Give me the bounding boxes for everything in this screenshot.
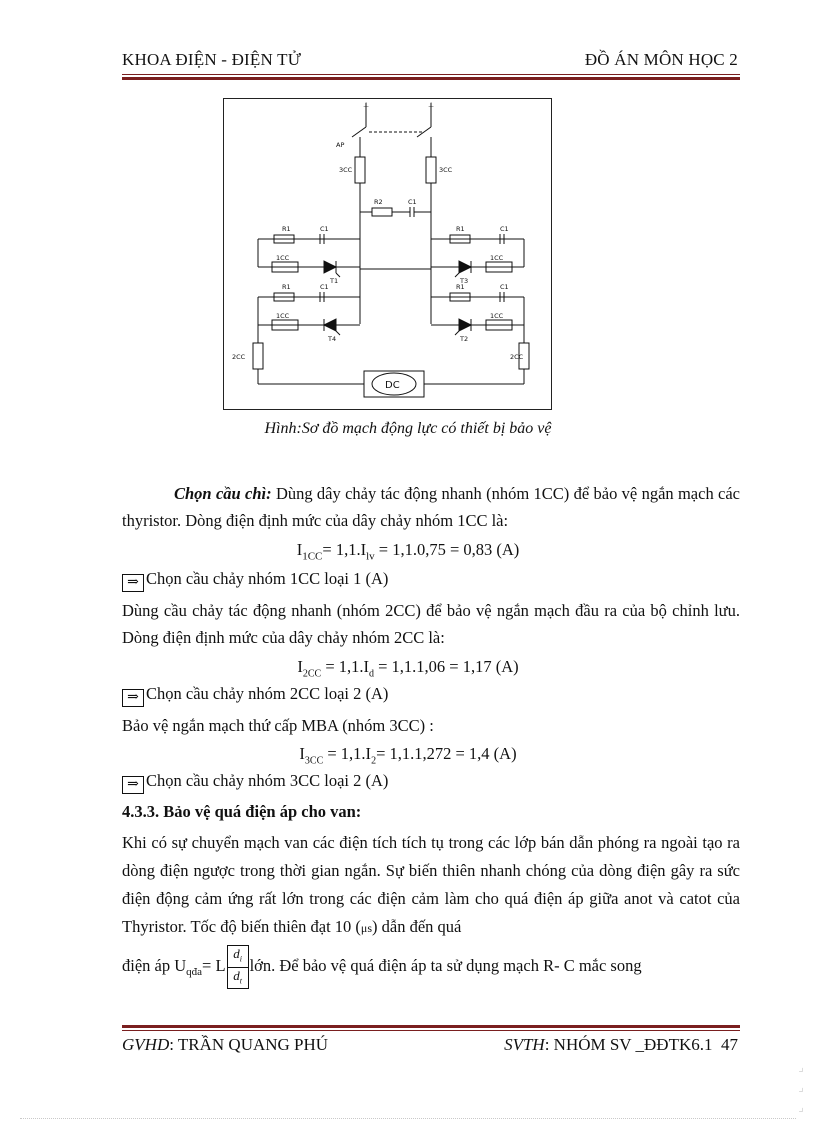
footer-students: SVTH: NHÓM SV _ĐĐTK6.1 47 xyxy=(504,1035,738,1054)
figure-caption: Hình:Sơ đồ mạch động lực có thiết bị bảo vệ xyxy=(264,420,552,437)
header-left-title: KHOA ĐIỆN - ĐIỆN TỬ xyxy=(122,50,302,69)
page-edge-dotted-line xyxy=(20,1118,796,1119)
label-r1-ul: R1 xyxy=(282,225,291,233)
label-r1-ur: R1 xyxy=(456,225,465,233)
header-rule-thick xyxy=(122,77,740,80)
header-right-title: ĐỒ ÁN MÔN HỌC 2 xyxy=(584,50,738,69)
label-c1-mid: C1 xyxy=(408,198,417,206)
supply-left-mark: ⊥ xyxy=(363,101,370,109)
thyristor-t4-body xyxy=(324,319,336,331)
label-t2: T2 xyxy=(460,335,469,343)
para1-text: Dùng dây chảy tác động nhanh (nhóm 1CC) để bảo vệ ngắn mạch các thyristor. Dòng điện định mức của dây chảy nhóm 1CC là: xyxy=(122,484,741,530)
label-t1: T1 xyxy=(330,277,339,285)
choice-3cc: ⇒ Chọn cầu chảy nhóm 3CC loại 2 (A) xyxy=(122,771,388,794)
corner-mark-2: ⌟ xyxy=(798,1080,804,1094)
thyristor-t1-body xyxy=(324,261,336,273)
ap-switch-left xyxy=(352,127,366,137)
supply-right-mark: ⊥ xyxy=(428,101,435,109)
label-t3: T3 xyxy=(460,277,469,285)
corner-mark-3: ⌟ xyxy=(798,1100,804,1114)
label-1cc-ll: 1CC xyxy=(276,312,290,320)
fuse-3cc-left xyxy=(355,157,365,183)
label-2cc-left: 2CC xyxy=(232,353,246,361)
corner-mark-1: ⌟ xyxy=(798,1060,804,1074)
thyristor-t2-body xyxy=(459,319,471,331)
label-r2: R2 xyxy=(374,198,383,206)
label-c1-ll: C1 xyxy=(320,283,329,291)
paragraph-3cc: Bảo vệ ngắn mạch thứ cấp MBA (nhóm 3CC) : xyxy=(122,716,434,735)
paragraph-overvoltage: Khi có sự chuyển mạch van các điện tích tích tụ trong các lớp bán dẫn phóng ra ngoài tạo ra dòng điện ngược trong thời gian ngắn. Sự biến thiên nhanh chóng của dòng điện gây ra sức điện động cảm ứng rất lớn trong các điện cảm làm cho quá điện áp giữa anot và catot của Thyristor. Tốc độ biến thiên đạt 10 (μs) dẫn đến quá xyxy=(122,833,740,936)
page-number: 47 xyxy=(721,1035,738,1054)
circuit-diagram xyxy=(224,99,551,409)
fraction-di-dt: $\frac{d_i}{d_t}$ xyxy=(227,945,249,989)
circuit-figure xyxy=(223,98,552,410)
paragraph-2cc: Dùng cầu chảy tác động nhanh (nhóm 2CC) để bảo vệ ngắn mạch đầu ra của bộ chỉnh lưu. Dòng điện định mức của dây chảy nhóm 2CC là: xyxy=(122,601,740,647)
equation-3cc: $I_{3CC} = 1,1.I_2= 1,1.1,272 = 1,4$ (A) xyxy=(299,744,517,767)
implies-arrow: ⇒ xyxy=(122,574,144,592)
label-1cc-lr: 1CC xyxy=(490,312,504,320)
equation-1cc: $I_{1CC}= 1,1.I_{lv} = 1,1.0,75 = 0,83$ (A) xyxy=(296,540,520,563)
label-ap: AP xyxy=(336,141,345,149)
choice-1cc: ⇒ Chọn cầu chảy nhóm 1CC loại 1 (A) xyxy=(122,569,388,592)
footer-rule-thin xyxy=(122,1030,740,1031)
header-rule-thin xyxy=(122,74,740,75)
label-r1-ll: R1 xyxy=(282,283,291,291)
fuse-3cc-right xyxy=(426,157,436,183)
label-dc: DC xyxy=(385,380,400,391)
choice-2cc: ⇒ Chọn cầu chảy nhóm 2CC loại 2 (A) xyxy=(122,684,388,707)
equation-2cc: $I_{2CC} = 1,1.I_d = 1,1.1,06 = 1,17$ (A) xyxy=(297,657,519,680)
label-2cc-right: 2CC xyxy=(510,353,524,361)
label-3cc-right: 3CC xyxy=(439,166,453,174)
label-1cc-ur: 1CC xyxy=(490,254,504,262)
paragraph-overvoltage-formula: điện áp $U_{qđa}= L$ $\frac{d_i}{d_t}$ lớn. Để bảo vệ quá điện áp ta sử dụng mạch R- C mắc song xyxy=(122,945,740,989)
label-3cc-left: 3CC xyxy=(339,166,353,174)
label-1cc-ul: 1CC xyxy=(276,254,290,262)
label-t4: T4 xyxy=(328,335,337,343)
footer-supervisor: GVHD: TRẦN QUANG PHÚ xyxy=(122,1035,329,1054)
para1-bold: Chọn cầu chì: xyxy=(174,484,272,503)
section-heading: 4.3.3. Bảo vệ quá điện áp cho van: xyxy=(122,802,362,821)
resistor-r2 xyxy=(372,208,392,216)
footer-rule-thick xyxy=(122,1025,740,1028)
label-r1-lr: R1 xyxy=(456,283,465,291)
fuse-2cc-left xyxy=(253,343,263,369)
thyristor-t3-body xyxy=(459,261,471,273)
label-c1-lr: C1 xyxy=(500,283,509,291)
paragraph-fuse-intro xyxy=(122,480,740,534)
implies-arrow: ⇒ xyxy=(122,776,144,794)
implies-arrow: ⇒ xyxy=(122,689,144,707)
label-c1-ul: C1 xyxy=(320,225,329,233)
label-c1-ur: C1 xyxy=(500,225,509,233)
